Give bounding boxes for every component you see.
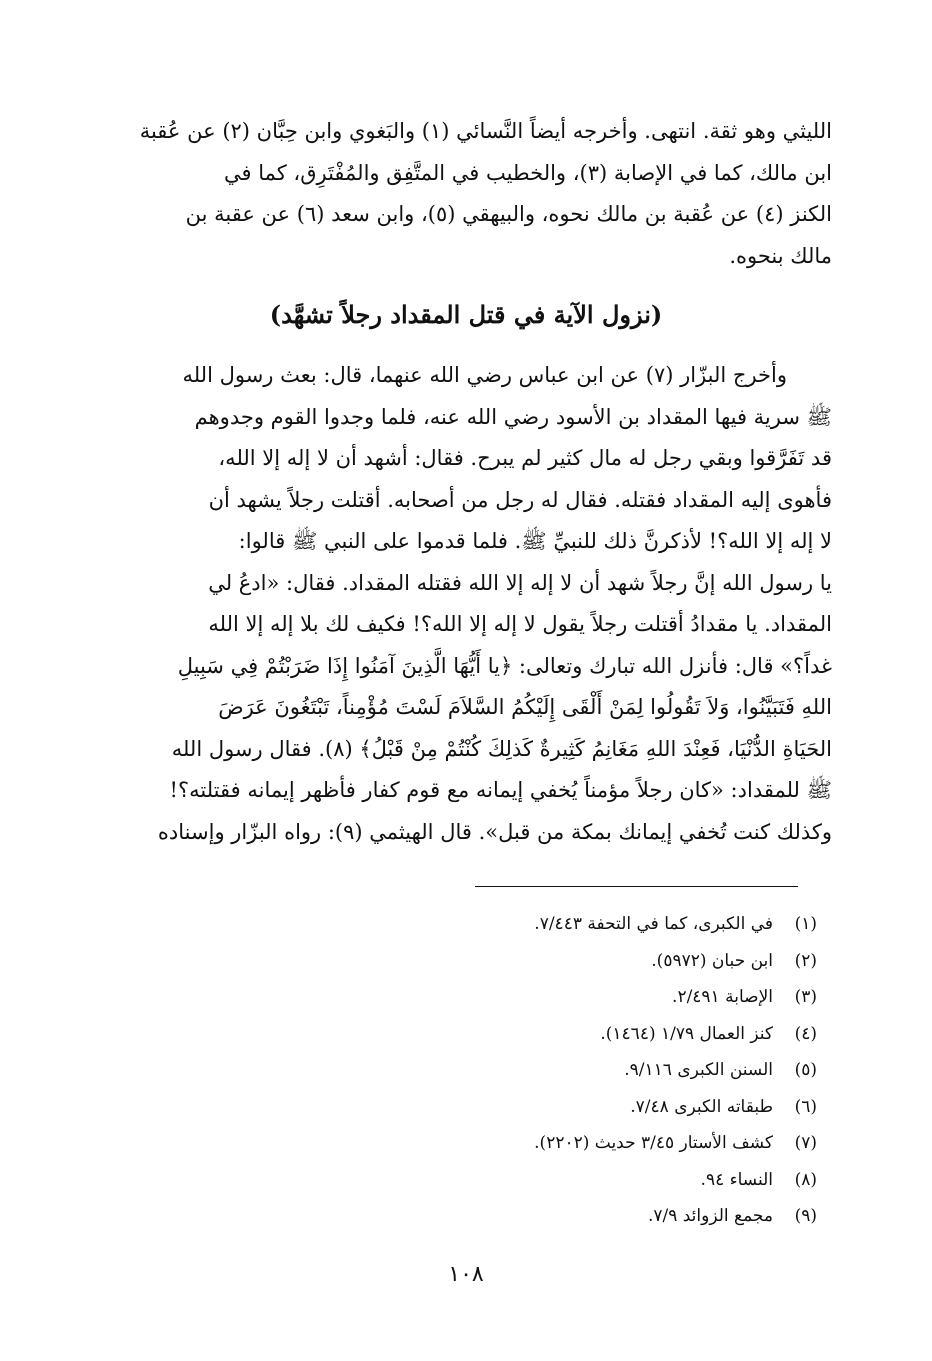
footnote-text: مجمع الزوائد ٧/٩. [647,1206,773,1226]
text-line: غداً؟» قال: فأنزل الله تبارك وتعالى: ﴿يا أَيُّهَا الَّذِينَ آمَنُوا إِذَا ضَرَبْتُمْ فِي سَبِيلِ [177,653,832,678]
footnote-item [117,1016,817,1053]
footnote-separator [475,886,798,887]
text-line: وأخرج البزّار (٧) عن ابن عباس رضي الله عنهما، قال: بعث رسول الله [182,363,787,387]
footnote-number: (٨) [794,1169,817,1190]
footnote-number: (٥) [794,1060,817,1080]
footnote-text: السنن الكبرى ٩/١١٦. [624,1060,773,1080]
footnote-item [117,1125,817,1162]
text-line: ﷺ سرية فيها المقداد بن الأسود رضي الله عنه، فلما وجدوا القوم وجدوهم [194,404,832,429]
footnote-item [117,943,817,980]
footnote-item [117,1089,817,1126]
footnote-item [117,979,817,1016]
footnote-text: ابن حبان (٥٩٧٢). [651,950,773,971]
footnote-text: كشف الأستار ٣/٤٥ حديث (٢٢٠٢). [534,1133,773,1153]
footnote-number: (٤) [794,1023,817,1044]
footnote-number: (٦) [794,1096,817,1117]
text-line: الليثي وهو ثقة. انتهى. وأخرجه أيضاً النَّسائي (١) والبَغوي وابن حِبَّان (٢) عن عُقبة [139,119,832,143]
footnote-item [117,1052,817,1089]
text-line: المقداد. يا مقدادُ أقتلت رجلاً يقول لا إله إلا الله؟! فكيف لك بلا إله إلا الله [208,612,832,636]
footnote-text: في الكبرى، كما في التحفة ٧/٤٤٣. [534,914,773,934]
footnote-text: كنز العمال ١/٧٩ (١٤٦٤). [600,1023,773,1044]
text-line: وكذلك كنت تُخفي إيمانك بمكة من قبل». قال الهيثمي (٩): رواه البزّار وإسناده [157,819,832,844]
section-heading: (نزول الآية في قتل المقداد رجلاً تشهَّد) [269,300,663,329]
paragraph-main [100,355,832,853]
text-line: ابن مالك، كما في الإصابة (٣)، والخطيب في المتَّفِق والمُفْتَرِق، كما في [223,160,832,185]
footnote-number: (٣) [794,987,817,1007]
text-line: الكنز (٤) عن عُقبة بن مالك نحوه، والبيهقي (٥)، وابن سعد (٦) عن عقبة بن [185,202,832,226]
footnotes-list [117,906,817,1235]
text-line: اللهِ فَتَبَيَّنُوا، وَلاَ تَقُولُوا لِمَنْ أَلْقَى إِلَيْكُمُ السَّلاَمَ لَسْتَ مُؤْمِناً، تَبْتَغُونَ عَرَضَ [218,695,832,719]
text-line: مالك بنحوه. [729,243,832,268]
text-line: يا رسول الله إنَّ رجلاً شهد أن لا إله إلا الله فقتله المقداد. فقال: «ادعُ لي [208,570,832,595]
footnote-text: طبقاته الكبرى ٧/٤٨. [630,1096,773,1117]
text-line: فأهوى إليه المقداد فقتله. فقال له رجل من أصحابه. أقتلت رجلاً يشهد أن [208,487,832,512]
footnote-item [117,1162,817,1199]
footnote-number: (٢) [794,950,817,971]
text-line: قد تَفَرَّقوا وبقي رجل له مال كثير لم يبرح. فقال: أشهد أن لا إله إلا الله، [218,446,832,470]
footnote-number: (٩) [794,1206,817,1226]
page-number: ١٠٨ [448,1262,484,1287]
footnote-item [117,1198,817,1235]
text-line: لا إله إلا الله؟! لأذكرنَّ ذلك للنبيِّ ﷺ. فلما قدموا على النبي ﷺ قالوا: [238,529,832,553]
footnote-item [117,906,817,943]
footnote-text: النساء ٩٤. [700,1169,773,1190]
text-line: الحَيَاةِ الدُّنْيَا، فَعِنْدَ اللهِ مَغَانِمُ كَثِيرةٌ كَذلِكَ كُنْتُمْ مِنْ قَبْلُ﴾ (٨). فقال رسول الله [171,736,832,761]
paragraph-top [100,111,832,277]
footnote-text: الإصابة ٢/٤٩١. [672,987,773,1007]
footnote-number: (٧) [794,1133,817,1153]
text-line: ﷺ للمقداد: «كان رجلاً مؤمناً يُخفي إيمانه مع قوم كفار فأظهر إيمانه فقتلته؟! [169,778,832,802]
footnote-number: (١) [794,914,817,934]
